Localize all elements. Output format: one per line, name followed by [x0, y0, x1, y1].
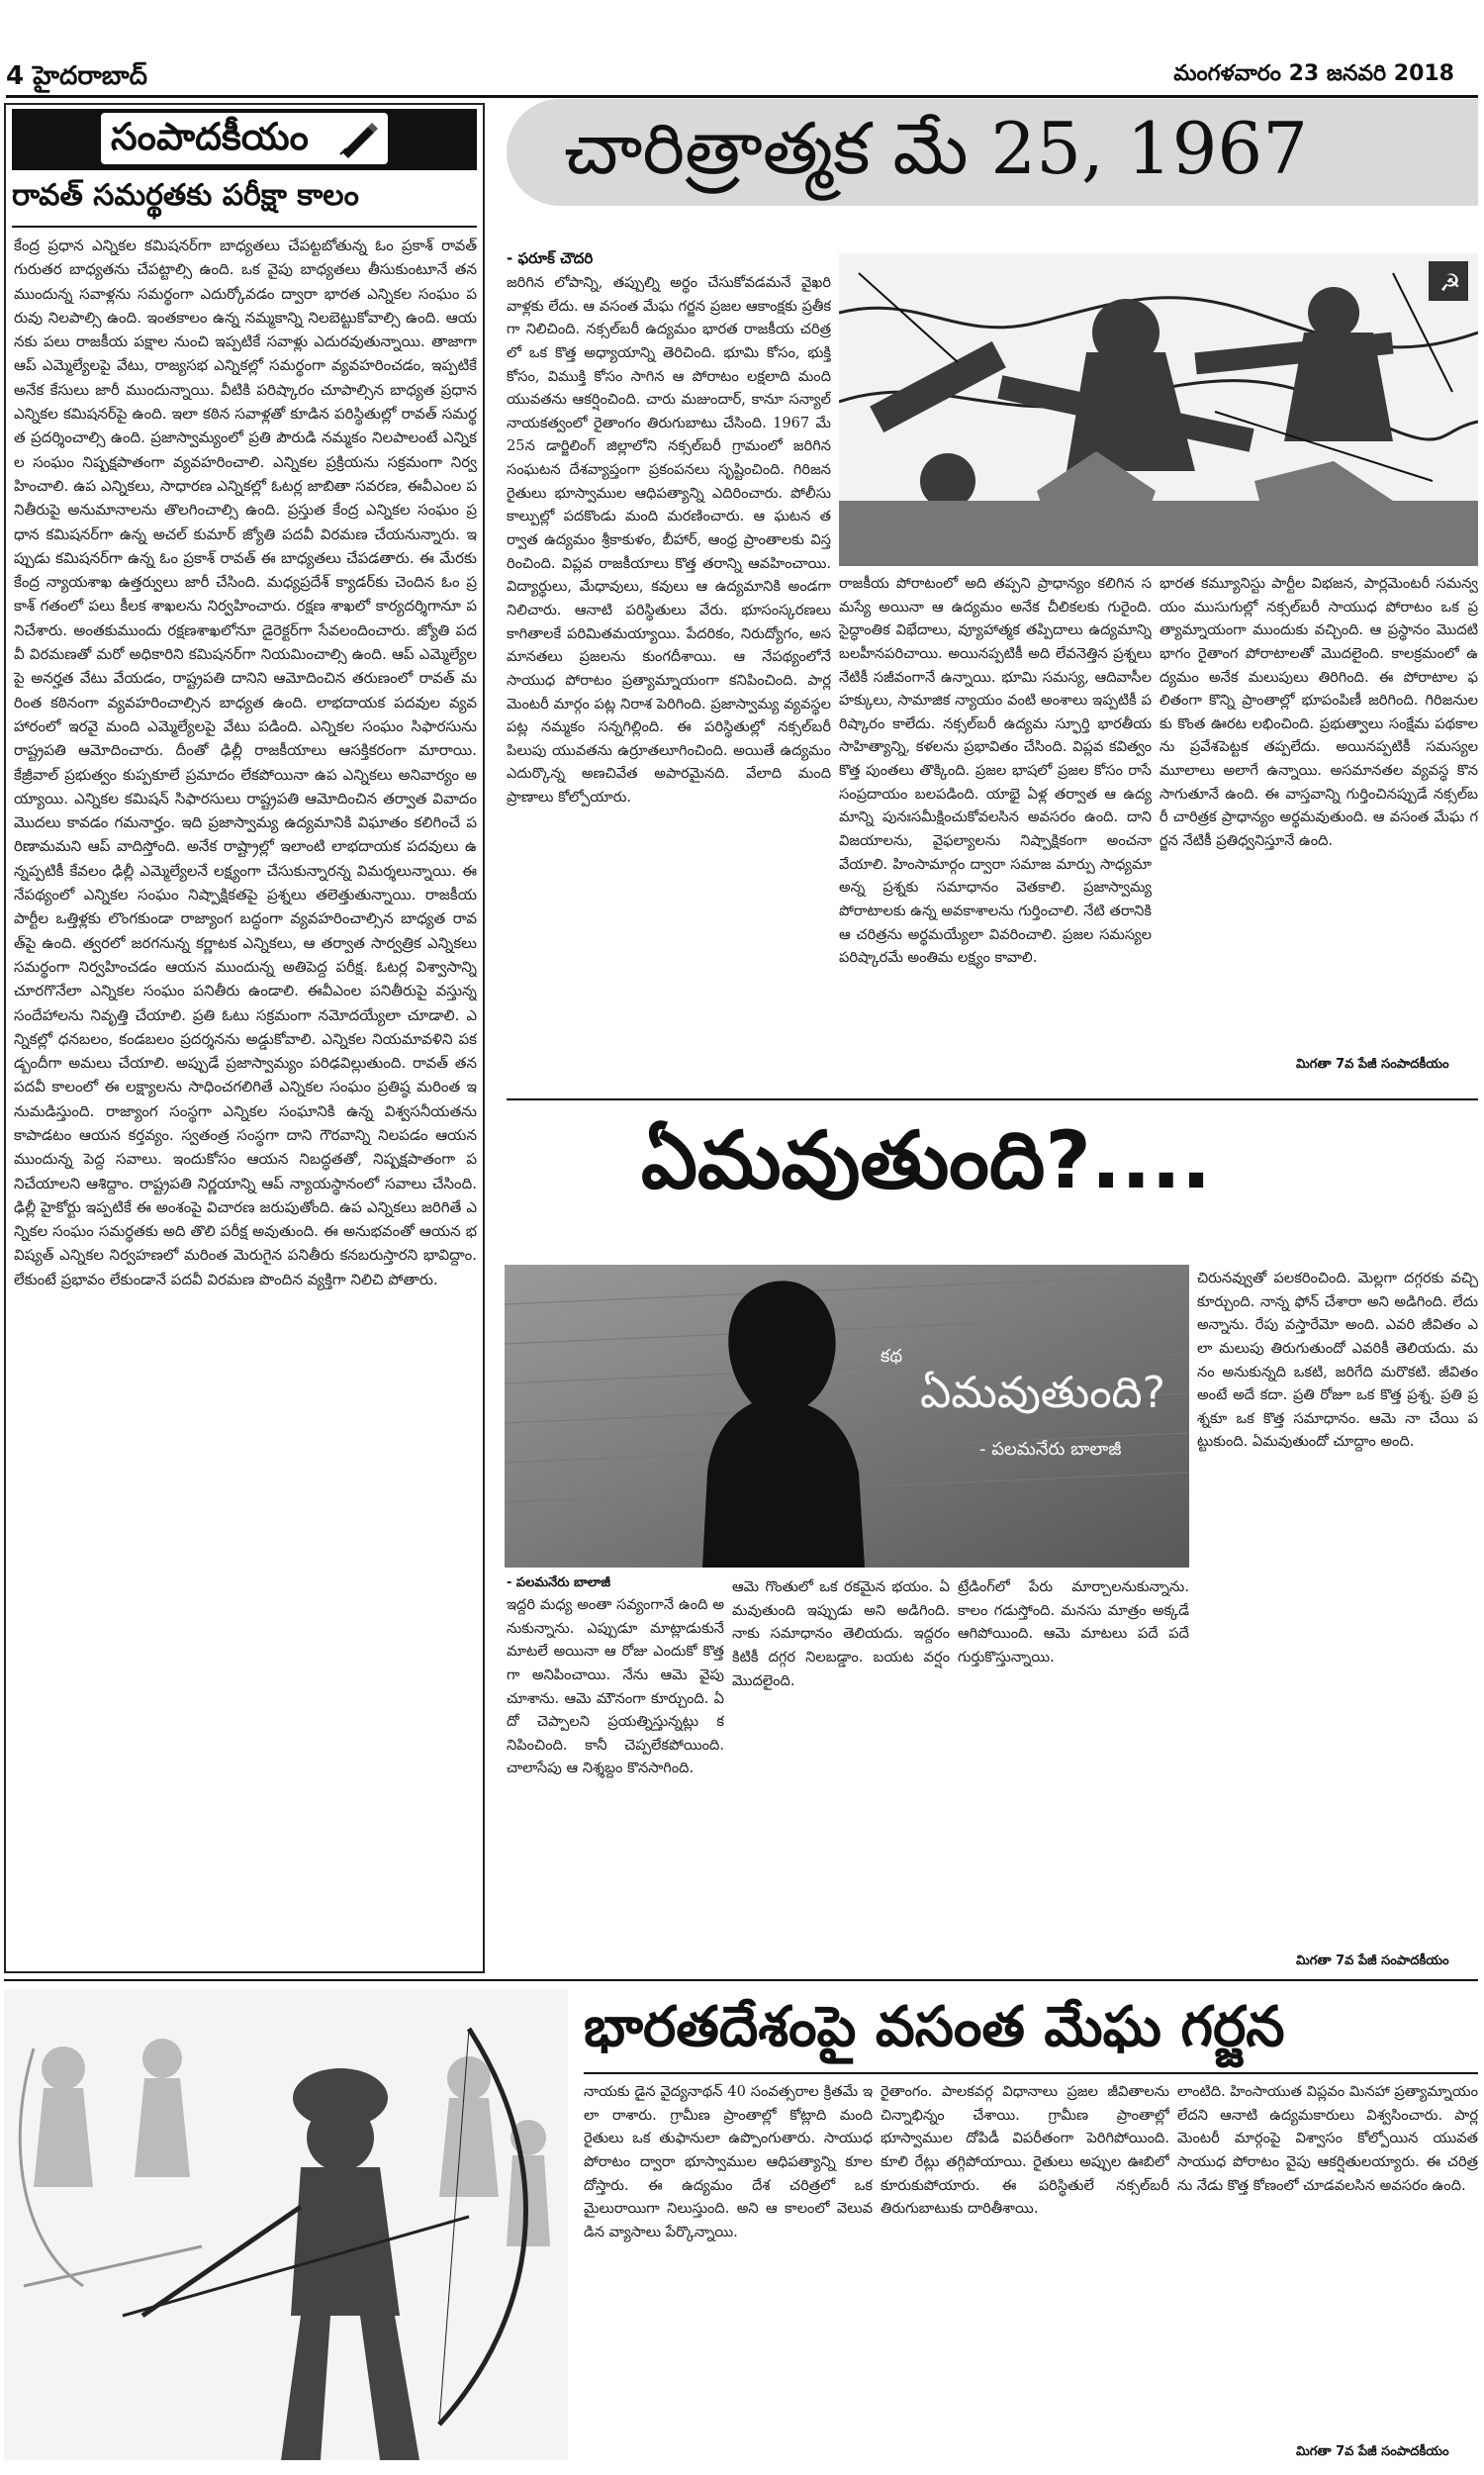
- story-col3: ట్రేడింగ్‌లో పేరు మార్చాలనుకున్నాను. కాలం గడుస్తోంది. మనసు మాత్రం అక్కడే ఆగిపోయింది. ఆమె మాటలు పదే పదే గుర్తుకొస్తున్నాయి.: [958, 1578, 1189, 1666]
- story-credit: మిగతా 7వ పేజీ సంపాదకీయం: [1296, 1953, 1449, 1968]
- story-image-label: కథ: [881, 1346, 903, 1367]
- article-1967-col3: భారత కమ్యూనిస్టు పార్టీల విభజన, పార్లమెంటరీ సమన్వయం ముసుగుల్లో నక్సల్‌బరీ సాయుధ పోరాటం ఒక ప్రత్యామ్నాయంగా ముందుకు వచ్చింది. ఆ ప్రస్థానం మొదటి భాగం రైతాంగ పోరాటాలతో మొదలైంది. కాలక్రమంలో ఉద్యమం అనేక మలుపులు తిరిగింది. ఈ పోరాటాల ఫలితంగా కొన్ని ప్రాంతాల్లో భూపంపిణీ జరిగింది. గిరిజనులకు కొంత ఊరట లభించింది. ప్రభుత్వాలు సంక్షేమ పథకాలను ప్రవేశపెట్టక తప్పలేదు. అయినప్పటికీ సమస్యల మూలాలు అలాగే ఉన్నాయి. అసమానతల వ్యవస్థ కొనసాగుతూనే ఉంది. ఈ వాస్తవాన్ని గుర్తించినప్పుడే నక్సల్‌బరీ చారిత్రక ప్రాధాన్యం అర్థమవుతుంది. ఆ వసంత మేఘ గర్జన నేటికీ ప్రతిధ్వనిస్తూనే ఉంది.: [1159, 575, 1478, 850]
- archers-illustration: [4, 1989, 568, 2460]
- article-1967-col2: రాజకీయ పోరాటంలో అది తప్పని ప్రాధాన్యం కలిగిన సమస్యే అయినా ఆ ఉద్యమం అనేక చీలికలకు గురైంది. సైద్ధాంతిక విభేదాలు, వ్యూహాత్మక తప్పిదాలు ఉద్యమాన్ని బలహీనపరిచాయి. అయినప్పటికీ అది లేవనెత్తిన ప్రశ్నలు నేటికీ సజీవంగానే ఉన్నాయి. భూమి సమస్య, ఆదివాసీల హక్కులు, సామాజిక న్యాయం వంటి అంశాలు ఇప్పటికీ పరిష్కారం కాలేదు. నక్సల్‌బరీ ఉద్యమ స్ఫూర్తి భారతీయ సాహిత్యాన్ని, కళలను ప్రభావితం చేసింది. విప్లవ కవిత్వం కొత్త పుంతలు తొక్కింది. ప్రజల భాషలో ప్రజల కోసం రాసే సంప్రదాయం బలపడింది. యాభై ఏళ్ల తర్వాత ఆ ఉద్యమాన్ని పునఃసమీక్షించుకోవలసిన అవసరం ఉంది. దాని విజయాలను, వైఫల్యాలను నిష్పాక్షికంగా అంచనా వేయాలి. హింసామార్గం ద్వారా సమాజ మార్పు సాధ్యమా అన్న ప్రశ్నకు సమాధానం వెతకాలి. ప్రజాస్వామ్య పోరాటాలకు ఉన్న అవకాశాలను గుర్తించాలి. నేటి తరానికి ఆ చరిత్రను అర్థమయ్యేలా వివరించాలి. ప్రజల సమస్యల పరిష్కారమే అంతిమ లక్ష్యం కావాలి.: [839, 575, 1152, 967]
- editorial-headline: రావత్‌ సమర్థతకు పరీక్షా కాలం: [12, 178, 359, 213]
- story-image-author: - పలమనేరు బాలాజీ: [979, 1439, 1122, 1460]
- page-label: 4 హైదరాబాద్: [6, 61, 147, 91]
- story-illustration: [505, 1265, 1189, 1568]
- vasanta-col3: లాంటిది. హింసాయుత విప్లవం మినహా ప్రత్యామ్నాయం లేదని ఆనాటి ఉద్యమకారులు విశ్వసించారు. పార్లమెంటరీ మార్గంపై విశ్వాసం కోల్పోయిన యువత సాయుధ పోరాటం వైపు ఆకర్షితులయ్యారు. ఈ చరిత్రను నేడు కొత్త కోణంలో చూడవలసిన అవసరం ఉంది.: [1177, 2083, 1478, 2194]
- issue-date: మంగళవారం 23 జనవరి 2018: [1173, 61, 1454, 86]
- vasanta-col1: నాయకు డైన వైద్యనాథన్‌ 40 సంవత్సరాల క్రితమే ఇలా రాశారు. గ్రామీణ ప్రాంతాల్లో కోట్లాది మంది రైతులు ఒక తుఫానులా ఉప్పొంగుతారు. సాయుధ పోరాటం ద్వారా భూస్వాముల ఆధిపత్యాన్ని కూలదోస్తారు. ఈ ఉద్యమం దేశ చరిత్రలో ఒక మైలురాయిగా నిలుస్తుంది. అని ఆ కాలంలో వెలువడిన వ్యాసాలు పేర్కొన్నాయి.: [584, 2083, 873, 2240]
- article-1967-byline: - ఫరూక్‌ చౌదరి: [507, 249, 594, 267]
- editorial-panel: [4, 103, 485, 1973]
- story-col4: చిరునవ్వుతో పలకరించింది. మెల్లగా దగ్గరకు వచ్చి కూర్చుంది. నాన్న ఫోన్‌ చేశారా అని అడిగింది. లేదు అన్నాను. రేపు వస్తారేమో అంది. ఎవరి జీవితం ఎలా మలుపు తిరుగుతుందో ఎవరికీ తెలియదు. మనం అనుకున్నది ఒకటి, జరిగేది మరొకటి. జీవితం అంటే అదే కదా. ప్రతి రోజూ ఒక కొత్త ప్రశ్న. ప్రతి ప్రశ్నకూ ఒక కొత్త సమాధానం. ఆమె నా చేయి పట్టుకుంది. ఏమవుతుందో చూద్దాం అంది.: [1197, 1270, 1478, 1451]
- story-col2: ఆమె గొంతులో ఒక రకమైన భయం. ఏమవుతుంది ఇప్పుడు అని అడిగింది. నాకు సమాధానం తెలియదు. ఇద్దరం కిటికీ దగ్గర నిలబడ్డాం. బయట వర్షం మొదలైంది.: [732, 1578, 950, 1689]
- vasanta-col2: రైతాంగం. పాలకవర్గ విధానాలు ప్రజల జీవితాలను చిన్నాభిన్నం చేశాయి. గ్రామీణ ప్రాంతాల్లో భూస్వాముల దోపిడీ విపరీతంగా పెరిగిపోయింది. కూలి రేట్లు తగ్గిపోయాయి. రైతులు అప్పుల ఊబిలో కూరుకుపోయారు. ఈ పరిస్థితులే నక్సల్‌బరీ తిరుగుబాటుకు దారితీశాయి.: [881, 2083, 1169, 2218]
- vasanta-headline: భారతదేశంపై వసంత మేఘ గర్జన: [584, 1995, 1285, 2059]
- article-1967-headline: చారిత్రాత్మక మే 25, 1967: [564, 107, 1309, 190]
- editorial-banner: [12, 109, 477, 170]
- pen-icon: [338, 119, 382, 158]
- editorial-banner-label: సంపాదకీయం: [111, 115, 309, 158]
- article-1967-col1: జరిగిన లోపాన్ని, తప్పుల్ని అర్థం చేసుకోవడమనే వైఖరి వాళ్లకు లేదు. ఆ వసంత మేఘ గర్జన ప్రజల ఆకాంక్షకు ప్రతీకగా నిలిచింది. నక్సల్‌బరీ ఉద్యమం భారత రాజకీయ చరిత్రలో ఒక కొత్త అధ్యాయాన్ని తెరిచింది. భూమి కోసం, భుక్తి కోసం, విముక్తి కోసం సాగిన ఆ పోరాటం లక్షలాది మంది యువతను ఆకర్షించింది. చారు మజుందార్‌, కానూ సన్యాల్‌ నాయకత్వంలో రైతాంగం తిరుగుబాటు చేసింది. 1967 మే 25న డార్జిలింగ్‌ జిల్లాలోని నక్సల్‌బరీ గ్రామంలో జరిగిన సంఘటన దేశవ్యాప్తంగా ప్రకంపనలు సృష్టించింది. గిరిజన రైతులు భూస్వాముల ఆధిపత్యాన్ని ఎదిరించారు. పోలీసు కాల్పుల్లో పదకొండు మంది మరణించారు. ఆ ఘటన తర్వాత ఉద్యమం శ్రీకాకుళం, బీహార్‌, ఆంధ్ర ప్రాంతాలకు విస్తరించింది. విప్లవ రాజకీయాలు కొత్త తరాన్ని ఆవహించాయి. విద్యార్థులు, మేధావులు, కవులు ఆ ఉద్యమానికి అండగా నిలిచారు. ఆనాటి పరిస్థితులు వేరు. భూసంస్కరణలు కాగితాలకే పరిమితమయ్యాయి. పేదరికం, నిరుద్యోగం, అసమానతలు ప్రజలను కుంగదీశాయి. ఆ నేపథ్యంలోనే సాయుధ పోరాటం ప్రత్యామ్నాయంగా కనిపించింది. పార్లమెంటరీ మార్గం పట్ల నిరాశ పెరిగింది. ప్రజాస్వామ్య వ్యవస్థల పట్ల నమ్మకం సన్నగిల్లింది. ఈ పరిస్థితుల్లో నక్సల్‌బరీ పిలుపు యువతను ఉర్రూతలూగించింది. అయితే ఉద్యమం ఎదుర్కొన్న అణచివేత అపారమైనది. వేలాది మంది ప్రాణాలు కోల్పోయారు.: [507, 274, 831, 807]
- story-image-title: ఏమవుతుంది?: [920, 1368, 1165, 1418]
- story-author: - పలమనేరు బాలాజీ: [507, 1575, 611, 1590]
- svg-text:☭: ☭: [1439, 269, 1461, 297]
- naxalbari-illustration: [839, 253, 1478, 566]
- header-rule: [6, 95, 1478, 98]
- story-col1: ఇద్దరి మధ్య అంతా సవ్యంగానే ఉంది అనుకున్నాను. ఎప్పుడూ మాట్లాడుకునే మాటలే అయినా ఆ రోజు ఎందుకో కొత్తగా అనిపించాయి. నేను ఆమె వైపు చూశాను. ఆమె మౌనంగా కూర్చుంది. ఏదో చెప్పాలని ప్రయత్నిస్తున్నట్లు కనిపించింది. కానీ చెప్పలేకపోయింది. చాలాసేపు ఆ నిశ్శబ్దం కొనసాగింది.: [507, 1596, 724, 1777]
- vasanta-credit: మిగతా 7వ పేజీ సంపాదకీయం: [1296, 2444, 1449, 2459]
- editorial-body: కేంద్ర ప్రధాన ఎన్నికల కమిషనర్‌గా బాధ్యతలు చేపట్టబోతున్న ఓం ప్రకాశ్‌ రావత్‌ గురుతర బాధ్యతను చేపట్టాల్సి ఉంది. ఒక వైపు బాధ్యతలు తీసుకుంటూనే తన ముందున్న సవాళ్లను సమర్థంగా ఎదుర్కోవడం ద్వారా భారత ఎన్నికల సంఘం పరువు నిలపాల్సి ఉంది. ఇంతకాలం ఉన్న నమ్మకాన్ని నిలబెట్టుకోవాల్సి ఉంది. ఆయనకు పలు రాజకీయ పక్షాల నుంచి ఇప్పటికే సవాళ్లు ఎదురవుతున్నాయి. తాజాగా ఆప్‌ ఎమ్మెల్యేలపై వేటు, రాజ్యసభ ఎన్నికల్లో సమర్థంగా వ్యవహరించడం, ఇప్పటికే అనేక కేసులు జారీ ముందున్నాయి. వీటికి పరిష్కారం చూపాల్సిన బాధ్యత ప్రధాన ఎన్నికల కమిషనర్‌పై ఉంది. ఇలా కఠిన సవాళ్లతో కూడిన పరిస్థితుల్లో రావత్‌ సమర్థత ప్రదర్శించాల్సి ఉంది. ప్రజాస్వామ్యంలో ప్రతి పౌరుడి నమ్మకం నిలపాలంటే ఎన్నికల సంఘం నిష్పక్షపాతంగా వ్యవహరించాలి. ఎన్నికల ప్రక్రియను సక్రమంగా నిర్వహించాలి. ఉప ఎన్నికలు, సాధారణ ఎన్నికల్లో ఓటర్ల జాబితా సవరణ, ఈవీఎంల పనితీరుపై అనుమానాలను తొలగించాల్సి ఉంది. ప్రస్తుత కేంద్ర ఎన్నికల సంఘం ప్రధాన కమిషనర్‌గా ఉన్న అచల్‌ కుమార్‌ జ్యోతి పదవీ విరమణ చేయనున్నారు. ఇప్పుడు కమిషనర్‌గా ఉన్న ఓం ప్రకాశ్‌ రావత్‌ ఈ బాధ్యతలు చేపడతారు. ఈ మేరకు కేంద్ర న్యాయశాఖ ఉత్తర్వులు జారీ చేసింది. మధ్యప్రదేశ్‌ క్యాడర్‌కు చెందిన ఓం ప్రకాశ్‌ గతంలో పలు కీలక శాఖలను నిర్వహించారు. రక్షణ శాఖలో కార్యదర్శిగానూ పనిచేశారు. అంతకుముందు రక్షణశాఖలోనూ డైరెక్టర్‌గా సేవలందించారు. జ్యోతి పదవీ విరమణతో మరో అధికారిని కమిషనర్‌గా నియమించాల్సి ఉంది. ఆప్‌ ఎమ్మెల్యేలపై అనర్హత వేటు వేయడం, రాష్ట్రపతి దానిని ఆమోదించిన తరుణంలో రావత్‌ మరింత కఠినంగా వ్యవహరించాల్సిన బాధ్యత ఉంది. లాభదాయక పదవుల వ్యవహారంలో ఇరవై మంది ఎమ్మెల్యేలపై వేటు పడింది. ఎన్నికల సంఘం సిఫారసును రాష్ట్రపతి ఆమోదించారు. దీంతో ఢిల్లీ రాజకీయాలు ఆసక్తికరంగా మారాయి. కేజ్రీవాల్‌ ప్రభుత్వం కుప్పకూలే ప్రమాదం లేకపోయినా ఉప ఎన్నికలు అనివార్యం అయ్యాయి. ఎన్నికల కమిషన్‌ సిఫారసులు రాష్ట్రపతి ఆమోదించిన తర్వాత వివాదం మొదలు కావడం గమనార్హం. ఇది ప్రజాస్వామ్య ఉద్యమానికి విఘాతం కలిగించే పరిణామమని ఆప్‌ వాదిస్తోంది. అనేక రాష్ట్రాల్లో ఇలాంటి లాభదాయక పదవులు ఉన్నప్పటికీ కేవలం ఢిల్లీ ఎమ్మెల్యేలనే లక్ష్యంగా చేసుకున్నారన్న విమర్శలున్నాయి. ఈ నేపథ్యంలో ఎన్నికల సంఘం నిష్పాక్షికతపై ప్రశ్నలు తలెత్తుతున్నాయి. రాజకీయ పార్టీల ఒత్తిళ్లకు లొంగకుండా రాజ్యాంగ బద్ధంగా వ్యవహరించాల్సిన బాధ్యత రావత్‌పై ఉంది. త్వరలో జరగనున్న కర్ణాటక ఎన్నికలు, ఆ తర్వాత సార్వత్రిక ఎన్నికలు సమర్థంగా నిర్వహించడం ఆయన ముందున్న అతిపెద్ద పరీక్ష. ఓటర్ల విశ్వాసాన్ని చూరగొనేలా ఎన్నికల సంఘం పనితీరు ఉండాలి. ఈవీఎంల పనితీరుపై వస్తున్న సందేహాలను నివృత్తి చేయాలి. ప్రతి ఓటు సక్రమంగా నమోదయ్యేలా చూడాలి. ఎన్నికల్లో ధనబలం, కండబలం ప్రదర్శనను అడ్డుకోవాలి. ఎన్నికల నియమావళిని పకడ్బందీగా అమలు చేయాలి. అప్పుడే ప్రజాస్వామ్యం పరిఢవిల్లుతుంది. రావత్‌ తన పదవీ కాలంలో ఈ లక్ష్యాలను సాధించగలిగితే ఎన్నికల సంఘం ప్రతిష్ఠ మరింత ఇనుమడిస్తుంది. రాజ్యాంగ సంస్థగా ఎన్నికల సంఘానికి ఉన్న విశ్వసనీయతను కాపాడటం ఆయన కర్తవ్యం. స్వతంత్ర సంస్థగా దాని గౌరవాన్ని నిలపడం ఆయన ముందున్న పెద్ద సవాలు. ఇందుకోసం ఆయన నిబద్ధతతో, నిష్పక్షపాతంగా పనిచేయాలని ఆశిద్దాం. రాష్ట్రపతి నిర్ణయాన్ని ఆప్‌ న్యాయస్థానంలో సవాలు చేసింది. ఢిల్లీ హైకోర్టు ఇప్పటికే ఈ అంశంపై విచారణ జరుపుతోంది. ఉప ఎన్నికలు జరిగితే ఎన్నికల సంఘం సమర్థతకు అది తొలి పరీక్ష అవుతుంది. ఈ అనుభవంతో ఆయన భవిష్యత్‌ ఎన్నికల నిర్వహణలో మరింత మెరుగైన పనితీరు కనబరుస్తారని భావిద్దాం. లేకుంటే ప్రభావం లేకుండానే పదవీ విరమణ పొందిన వ్యక్తిగా నిలిచి పోతారు.: [14, 237, 477, 1288]
- article-1967-credit: మిగతా 7వ పేజీ సంపాదకీయం: [1296, 1057, 1449, 1072]
- story-headline: ఏమవుతుంది?....: [641, 1114, 1212, 1206]
